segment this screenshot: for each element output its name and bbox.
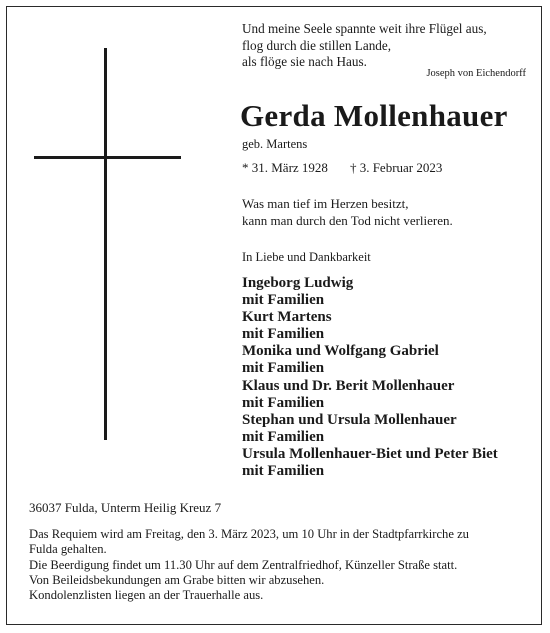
quote-line: kann man durch den Tod nicht verlieren. (242, 213, 453, 228)
memorial-quote (242, 195, 453, 229)
mourner-line: Ingeborg Ludwig (242, 275, 354, 291)
poem-line: flog durch die stillen Lande, (242, 37, 392, 53)
quote-line: Was man tief im Herzen besitzt, (242, 196, 409, 211)
mourner-line: mit Familien (242, 292, 325, 309)
mourner-line: mit Familien (242, 360, 325, 377)
death-date: † 3. Februar 2023 (349, 160, 443, 175)
info-line: Kondolenzlisten liegen an der Trauerhalle aus. (29, 588, 264, 603)
mourner-line: Klaus und Dr. Berit Mollenhauer (242, 377, 455, 394)
mourner-line: Kurt Martens (242, 309, 332, 326)
mourners-intro: In Liebe und Dankbarkeit (242, 250, 371, 264)
cross-vertical-bar (104, 48, 107, 440)
poem (242, 21, 532, 71)
maiden-name: geb. Martens (242, 137, 308, 151)
info-line: Fulda gehalten. (29, 542, 107, 557)
poem-author: Joseph von Eichendorff (426, 68, 526, 79)
deceased-name: Gerda Mollenhauer (240, 98, 508, 133)
mourner-line: Monika und Wolfgang Gabriel (242, 343, 439, 360)
cross-horizontal-bar (34, 156, 181, 159)
funeral-info (29, 527, 531, 603)
poem-line: als flöge sie nach Haus. (242, 54, 367, 69)
birth-date: * 31. März 1928 (242, 160, 328, 175)
info-line: Die Beerdigung findet um 11.30 Uhr auf dem Zentralfriedhof, Künzeller Straße statt. (29, 557, 458, 572)
mourner-line: mit Familien (242, 326, 325, 343)
info-line: Das Requiem wird am Freitag, den 3. März 2023, um 10 Uhr in der Stadtpfarrkirche zu (29, 527, 469, 541)
mourner-line: mit Familien (242, 394, 325, 411)
info-line: Von Beileidsbekundungen am Grabe bitten wir abzusehen. (29, 572, 325, 587)
mourners-list (242, 275, 498, 480)
poem-line: Und meine Seele spannte weit ihre Flügel aus, (242, 21, 487, 36)
family-address: 36037 Fulda, Unterm Heilig Kreuz 7 (29, 500, 222, 515)
mourner-line: mit Familien (242, 428, 325, 445)
mourner-line: mit Familien (242, 463, 325, 480)
mourner-line: Ursula Mollenhauer-Biet und Peter Biet (242, 445, 498, 462)
life-dates (242, 160, 442, 176)
mourner-line: Stephan und Ursula Mollenhauer (242, 411, 457, 428)
